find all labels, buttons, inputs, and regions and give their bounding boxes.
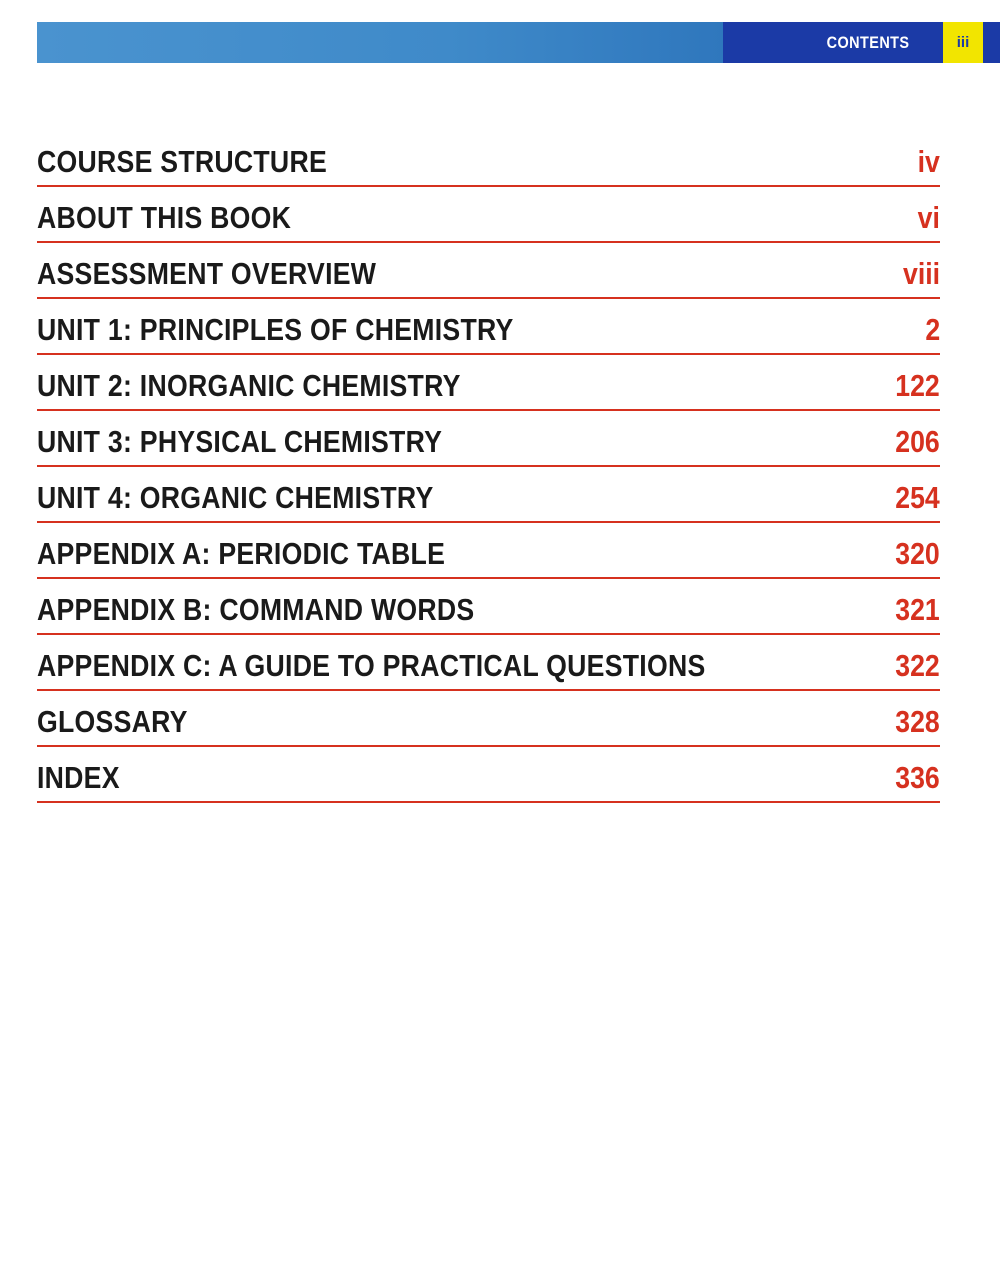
toc-entry-unit-4[interactable] [37,468,940,523]
header-tail [983,22,1000,63]
toc-entry-page: 328 [895,704,940,739]
toc-entry-page: iv [917,144,940,179]
toc-entry-page: 322 [895,648,940,683]
toc-entry-course-structure[interactable] [37,132,940,187]
toc-entry-page: vi [917,200,940,235]
toc-entry-page: 321 [895,592,940,627]
table-of-contents [37,132,940,804]
toc-entry-unit-2[interactable] [37,356,940,411]
toc-entry-unit-1[interactable] [37,300,940,355]
toc-entry-title: ABOUT THIS BOOK [37,200,292,235]
toc-entry-title: GLOSSARY [37,704,188,739]
toc-entry-unit-3[interactable] [37,412,940,467]
toc-entry-appendix-c[interactable] [37,636,940,691]
toc-entry-page: 206 [895,424,940,459]
toc-entry-page: 254 [895,480,940,515]
section-label: CONTENTS [826,32,909,52]
toc-entry-title: APPENDIX B: COMMAND WORDS [37,592,475,627]
toc-entry-title: UNIT 2: INORGANIC CHEMISTRY [37,368,461,403]
toc-entry-page: 2 [925,312,940,347]
toc-entry-index[interactable] [37,748,940,803]
toc-entry-title: ASSESSMENT OVERVIEW [37,256,377,291]
header-gradient-band [37,22,723,63]
toc-entry-about-this-book[interactable] [37,188,940,243]
toc-entry-page: 336 [895,760,940,795]
toc-entry-title: UNIT 3: PHYSICAL CHEMISTRY [37,424,443,459]
toc-entry-assessment-overview[interactable] [37,244,940,299]
toc-entry-title: COURSE STRUCTURE [37,144,327,179]
toc-entry-appendix-a[interactable] [37,524,940,579]
toc-entry-page: 320 [895,536,940,571]
toc-entry-glossary[interactable] [37,692,940,747]
header-section-band [723,22,983,63]
toc-entry-title: INDEX [37,760,120,795]
toc-entry-page: viii [902,256,940,291]
toc-entry-page: 122 [895,368,940,403]
toc-entry-appendix-b[interactable] [37,580,940,635]
toc-entry-title: APPENDIX A: PERIODIC TABLE [37,536,446,571]
header-bar [37,22,1000,63]
page-number: iii [943,22,983,63]
toc-entry-title: UNIT 1: PRINCIPLES OF CHEMISTRY [37,312,514,347]
toc-entry-title: UNIT 4: ORGANIC CHEMISTRY [37,480,434,515]
toc-entry-title: APPENDIX C: A GUIDE TO PRACTICAL QUESTIONS [37,648,706,683]
